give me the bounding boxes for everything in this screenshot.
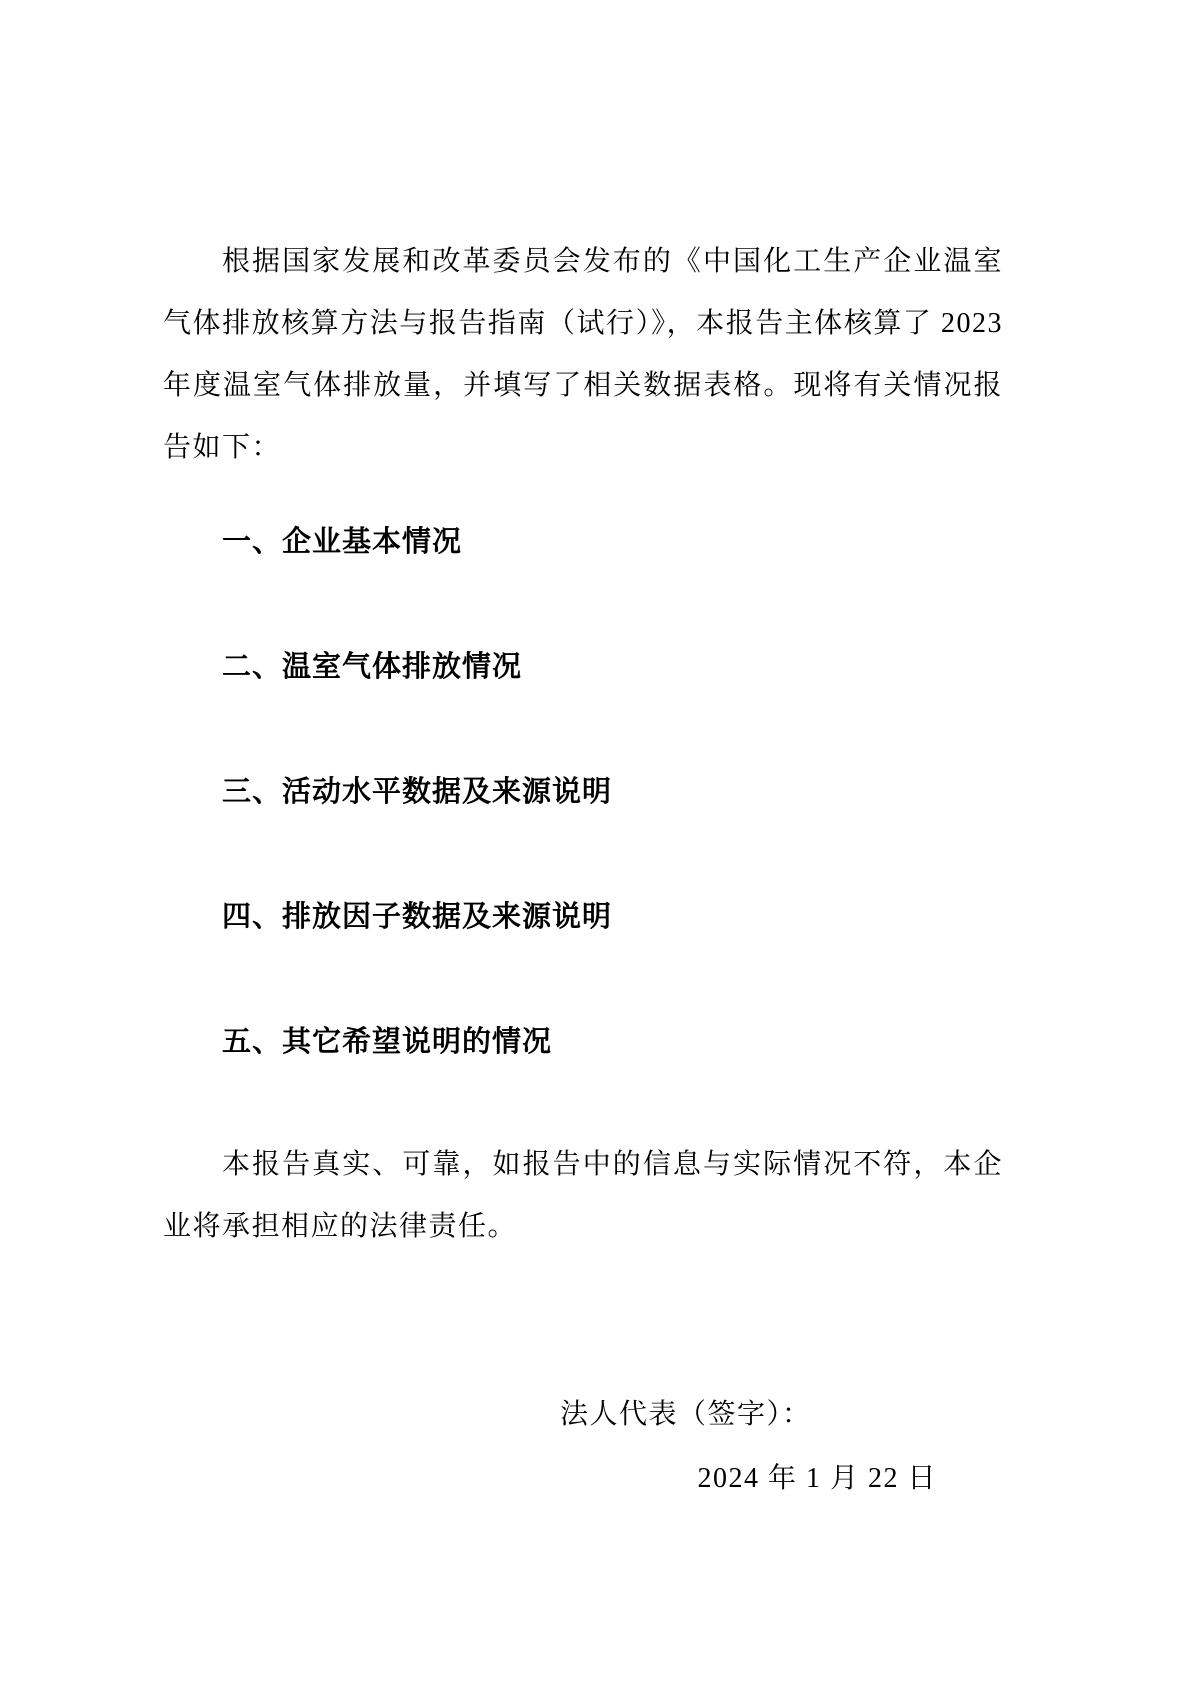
section-heading-ghg-emissions: 二、温室气体排放情况 <box>222 651 523 683</box>
intro-paragraph: 根据国家发展和改革委员会发布的《中国化工生产企业温室气体排放核算方法与报告指南（试行）》，本报告主体核算了 2023 年度温室气体排放量，并填写了相关数据表格。现将有关情况报告如下： <box>163 246 1003 463</box>
report-date: 2024 年 1 月 22 日 <box>697 1463 937 1494</box>
section-heading-activity-data: 三、活动水平数据及来源说明 <box>222 776 613 808</box>
section-heading-other-notes: 五、其它希望说明的情况 <box>222 1026 553 1058</box>
section-heading-emission-factors: 四、排放因子数据及来源说明 <box>222 901 613 933</box>
page-content <box>163 231 1003 1510</box>
section-heading-company-basic-info: 一、企业基本情况 <box>222 526 463 558</box>
declaration-paragraph: 本报告真实、可靠，如报告中的信息与实际情况不符，本企业将承担相应的法律责任。 <box>163 1149 1003 1242</box>
legal-representative-signature-label: 法人代表（签字）： <box>560 1399 812 1430</box>
